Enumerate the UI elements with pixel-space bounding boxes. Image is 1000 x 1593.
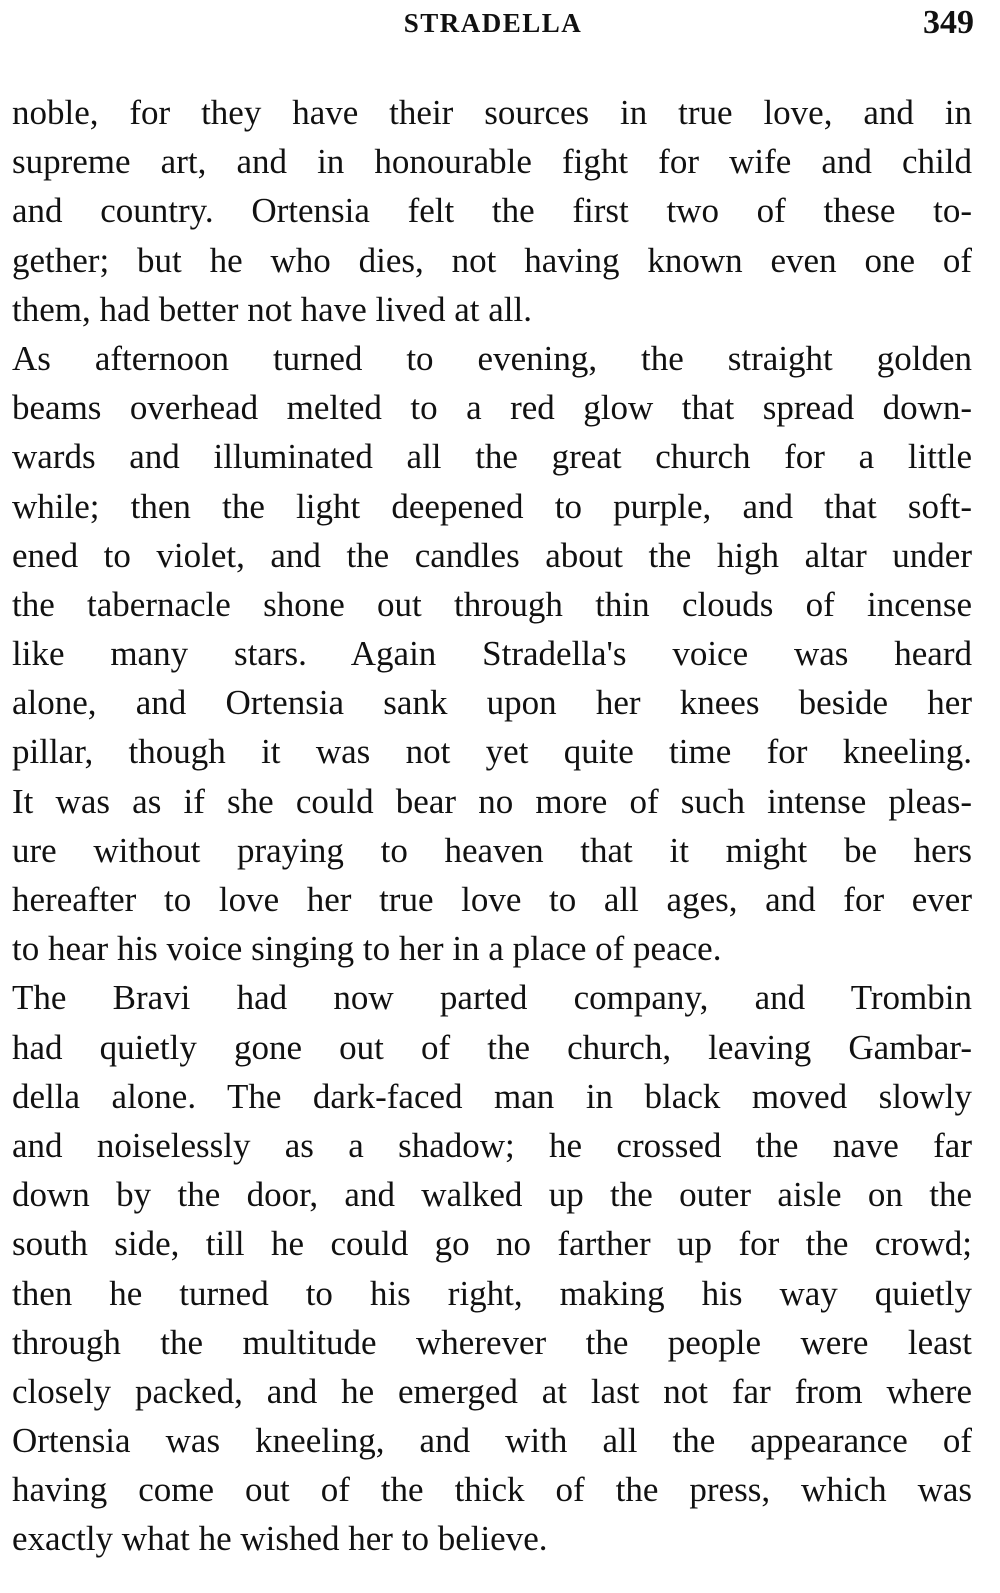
- text-line: them, had better not have lived at all.: [12, 289, 532, 329]
- text-line: down by the door, and walked up the outer aisle on the: [12, 1175, 972, 1215]
- text-line: south side, till he could go no farther up for the crowd;: [12, 1224, 972, 1264]
- text-line: had quietly gone out of the church, leaving Gambar-: [12, 1027, 972, 1067]
- text-line: As afternoon turned to evening, the straight golden: [12, 338, 972, 378]
- text-line: then he turned to his right, making his way quietly: [12, 1273, 972, 1313]
- text-line: The Bravi had now parted company, and Trombin: [12, 978, 972, 1018]
- running-title: STRADELLA: [403, 8, 583, 38]
- running-head: [12, 4, 974, 44]
- text-line: like many stars. Again Stradella's voice was heard: [12, 634, 972, 674]
- text-line: the tabernacle shone out through thin clouds of incense: [12, 584, 972, 624]
- text-line: having come out of the thick of the press, which was: [12, 1470, 972, 1510]
- text-line: beams overhead melted to a red glow that spread down-: [12, 388, 972, 428]
- text-line: pillar, though it was not yet quite time for kneeling.: [12, 732, 972, 772]
- text-line: ure without praying to heaven that it might be hers: [12, 830, 972, 870]
- text-line: ened to violet, and the candles about the high altar under: [12, 535, 972, 575]
- text-line: and noiselessly as a shadow; he crossed the nave far: [12, 1125, 972, 1165]
- text-line: and country. Ortensia felt the first two of these to-: [12, 191, 972, 231]
- text-line: while; then the light deepened to purple, and that soft-: [12, 486, 972, 526]
- text-line: hereafter to love her true love to all ages, and for ever: [12, 880, 972, 919]
- text-line: It was as if she could bear no more of such intense pleas-: [12, 781, 972, 821]
- text-line: wards and illuminated all the great church for a little: [12, 437, 972, 477]
- text-line: through the multitude wherever the people were least: [12, 1322, 972, 1362]
- text-line: gether; but he who dies, not having known even one of: [12, 240, 972, 280]
- text-line: to hear his voice singing to her in a place of peace.: [12, 929, 722, 969]
- page-number: 349: [923, 4, 974, 41]
- body-text: [12, 88, 972, 1564]
- text-line: supreme art, and in honourable fight for wife and child: [12, 142, 972, 182]
- text-line: della alone. The dark-faced man in black moved slowly: [12, 1076, 972, 1116]
- text-line: Ortensia was kneeling, and with all the appearance of: [12, 1421, 972, 1461]
- text-line: exactly what he wished her to believe.: [12, 1519, 548, 1559]
- text-line: alone, and Ortensia sank upon her knees beside her: [12, 683, 972, 723]
- text-line: closely packed, and he emerged at last not far from where: [12, 1371, 972, 1411]
- text-line: noble, for they have their sources in true love, and in: [12, 93, 972, 132]
